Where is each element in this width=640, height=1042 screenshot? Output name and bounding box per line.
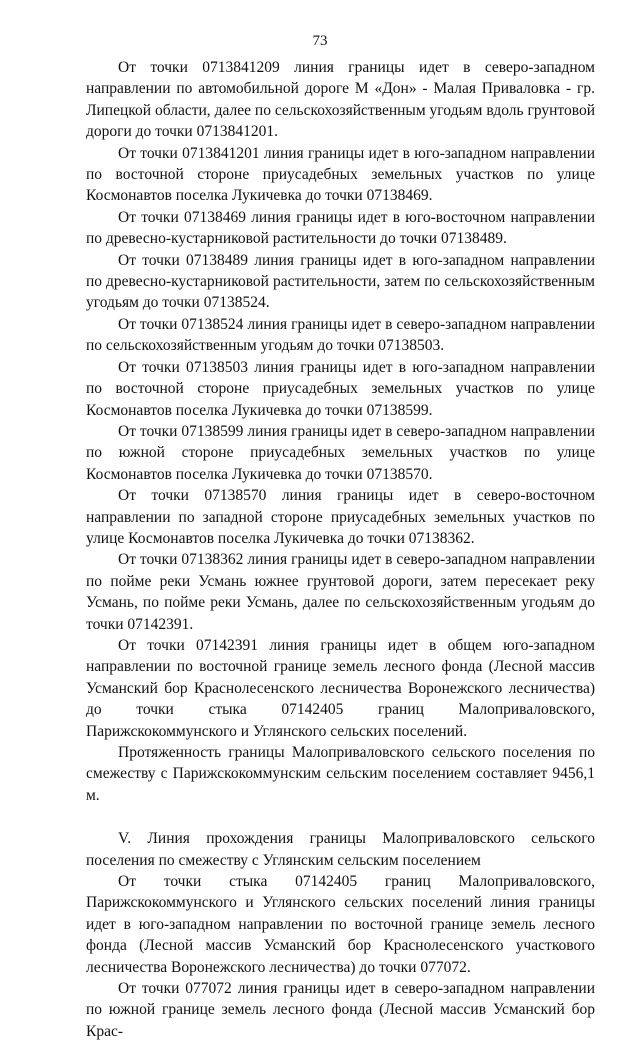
paragraph: От точки стыка 07142405 границ Малоприваловского, Парижскокоммунского и Углянского сельских поселений линия границы идет в юго-западном направлении по восточной границе земель лесного фонда (Лесной массив Усманский бор Краснолесенского участкового лесничества Воронежского лесничества) до точки 077072.: [86, 873, 595, 976]
paragraph: От точки 07138469 линия границы идет в юго-восточном направлении по древесно-кустарниковой растительности до точки 07138489.: [86, 208, 595, 248]
paragraph: От точки 077072 линия границы идет в северо-западном направлении по южной границе земель лесного фонда (Лесной массив Усманский бор Крас-: [86, 980, 595, 1040]
paragraph: От точки 0713841201 линия границы идет в юго-западном направлении по восточной стороне приусадебных земельных участков по улице Космонавтов поселка Лукичевка до точки 07138469.: [86, 144, 595, 205]
document-body: [86, 57, 595, 1042]
length-summary: Протяженность границы Малоприваловского сельского поселения по смежеству с Парижскокоммунским сельским поселением составляет 9456,1 м.: [86, 744, 595, 804]
paragraph: От точки 07142391 линия границы идет в общем юго-западном направлении по восточной границе земель лесного фонда (Лесной массив Усманский бор Краснолесенского лесничества Воронежского лесничества) до точки стыка 07142405 границ Малоприваловского, Парижскокоммунского и Углянского сельских поселений.: [86, 636, 595, 740]
paragraph: От точки 07138489 линия границы идет в юго-западном направлении по древесно-кустарниковой растительности, затем по сельскохозяйственным угодьям до точки 07138524.: [86, 251, 595, 312]
paragraph: От точки 0713841209 линия границы идет в северо-западном направлении по автомобильной дороге М «Дон» - Малая Приваловка - гр. Липецкой области, далее по сельскохозяйственным угодьям вдоль грунтовой дороги до точки 0713841201.: [86, 59, 595, 141]
paragraph: От точки 07138570 линия границы идет в северо-восточном направлении по западной стороне приусадебных земельных участков по улице Космонавтов поселка Лукичевка до точки 07138362.: [86, 487, 595, 547]
paragraph: От точки 07138524 линия границы идет в северо-западном направлении по сельскохозяйственным угодьям до точки 07138503.: [86, 315, 595, 355]
page-number: 73: [312, 33, 328, 49]
paragraph: От точки 07138362 линия границы идет в северо-западном направлении по пойме реки Усмань южнее грунтовой дороги, затем пересекает реку Усмань, по пойме реки Усмань, далее по сельскохозяйственным угодьям до точки 07142391.: [86, 551, 595, 633]
paragraph: От точки 07138503 линия границы идет в юго-западном направлении по восточной стороне приусадебных земельных участков по улице Космонавтов поселка Лукичевка до точки 07138599.: [86, 358, 595, 419]
paragraph: От точки 07138599 линия границы идет в северо-западном направлении по южной стороне приусадебных земельных участков по улице Космонавтов поселка Лукичевка до точки 07138570.: [86, 422, 595, 483]
section-heading: V. Линия прохождения границы Малоприваловского сельского поселения по смежеству с Углянским сельским поселением: [86, 830, 595, 869]
